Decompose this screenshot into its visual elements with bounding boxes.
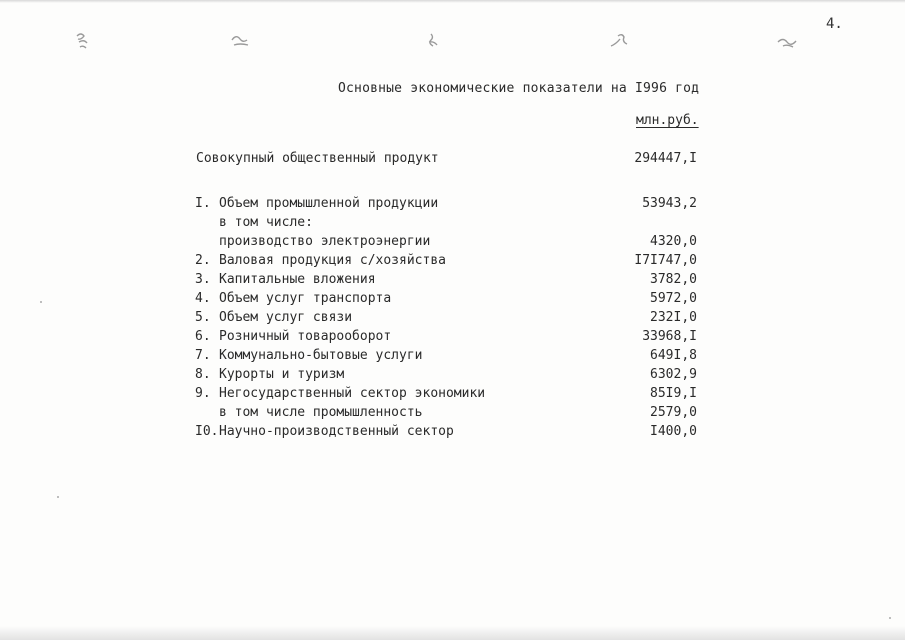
table-row (0, 386, 905, 405)
row-number: I. (195, 196, 211, 211)
row-label: Объем услуг связи (219, 310, 353, 325)
paper-speck (889, 617, 891, 619)
row-number: 5. (195, 310, 211, 325)
row-number: I0. (195, 424, 219, 439)
row-label: Объем услуг транспорта (219, 291, 392, 306)
table-row (0, 234, 905, 253)
row-value: 53943,2 (642, 196, 697, 211)
binding-mark-4 (606, 30, 632, 52)
page-number: 4. (826, 16, 843, 32)
row-value: 33968,I (642, 329, 697, 344)
row-number: 2. (195, 253, 211, 268)
summary-label: Совокупный общественный продукт (196, 151, 439, 166)
binding-mark-2 (228, 30, 254, 52)
binding-mark-1 (70, 30, 96, 52)
row-label: в том числе: (219, 215, 313, 230)
row-label: производство электроэнергии (219, 234, 431, 249)
paper-speck (40, 301, 42, 303)
row-number: 7. (195, 348, 211, 363)
table-row (0, 310, 905, 329)
row-value: 5972,0 (650, 291, 697, 306)
row-label: Научно-производственный сектор (219, 424, 454, 439)
row-value: 4320,0 (650, 234, 697, 249)
document-title: Основные экономические показатели на I996 год (338, 81, 700, 96)
row-label: Розничный товарооборот (219, 329, 392, 344)
units-label: млн.руб. (636, 113, 699, 128)
binding-mark-3 (421, 30, 447, 52)
table-row (0, 348, 905, 367)
row-label: в том числе промышленность (219, 405, 423, 420)
row-number: 6. (195, 329, 211, 344)
row-label: Объем промышленной продукции (219, 196, 439, 211)
row-number: 9. (195, 386, 211, 401)
table-row (0, 196, 905, 215)
table-row (0, 215, 905, 234)
table-row (0, 291, 905, 310)
row-label: Валовая продукция с/хозяйства (219, 253, 446, 268)
row-value: 649I,8 (650, 348, 697, 363)
table-row (0, 367, 905, 386)
summary-row (0, 151, 905, 170)
row-number: 4. (195, 291, 211, 306)
table-row (0, 253, 905, 272)
page-bottom-edge (0, 626, 905, 640)
row-number: 3. (195, 272, 211, 287)
row-value: I400,0 (650, 424, 697, 439)
row-label: Негосударственный сектор экономики (219, 386, 486, 401)
row-label: Курорты и туризм (219, 367, 345, 382)
table-row (0, 329, 905, 348)
row-value: I7I747,0 (634, 253, 697, 268)
table-row (0, 424, 905, 443)
paper-speck (57, 496, 59, 498)
row-number: 8. (195, 367, 211, 382)
summary-value: 294447,I (634, 151, 697, 166)
row-value: 232I,0 (650, 310, 697, 325)
row-label: Коммунально-бытовые услуги (219, 348, 423, 363)
binding-mark-5 (775, 30, 801, 52)
table-row (0, 405, 905, 424)
row-value: 3782,0 (650, 272, 697, 287)
row-value: 85I9,I (650, 386, 697, 401)
row-value: 2579,0 (650, 405, 697, 420)
row-label: Капитальные вложения (219, 272, 376, 287)
table-row (0, 272, 905, 291)
row-value: 6302,9 (650, 367, 697, 382)
page-top-edge (0, 0, 905, 3)
